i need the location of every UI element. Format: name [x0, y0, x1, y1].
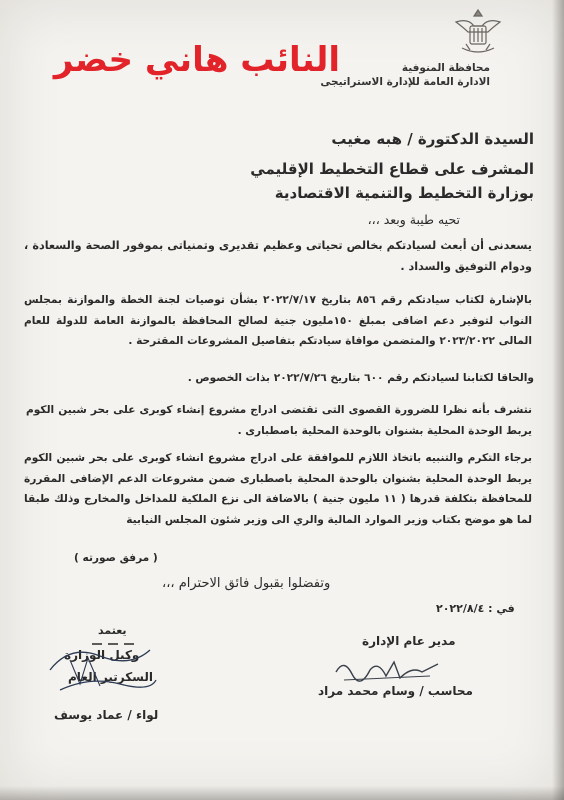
- deputy-title: وكيل الوزارة: [64, 648, 140, 662]
- eagle-emblem-icon: [448, 4, 508, 60]
- approval-paragraph: برجاء التكرم والتنبيه باتخاذ اللازم للموافقة على ادراج مشروع انشاء كوبرى على بحر شبين الكوم يربط الوحدة المحلية بشنوان بالوحدة المحلية باصطبارى ضمن مشروعات الدعم الإضافى المقررة للمحافظة بتكلفة قدرها ( ١١ مليون جنية ) بالاضافة الى نزع الملكية للمداخل والمخارج وذلك طبقا لما هو موضح بكتاب وزير الموارد المالية والري الى وزير شئون المجلس النيابية: [24, 452, 533, 526]
- request-paragraph: نتشرف بأنه نظرا للضرورة القصوى التى تقتضى ادراج مشروع إنشاء كوبرى على بحر شبين الكوم يربط الوحدة المحلية بشنوان بالوحدة المحلية باصطبارى .: [26, 404, 532, 437]
- recipient-role: المشرف على قطاع التخطيط الإقليمي: [250, 160, 534, 178]
- closing-line: وتفضلوا بقبول فائق الاحترام ،،،: [162, 576, 331, 591]
- approval-label: يعتمد: [98, 624, 127, 637]
- letter-date: في : ٢٠٢٢/٨/٤: [436, 602, 515, 615]
- general-signature-icon: [40, 640, 160, 700]
- attachment-note: ( مرفق صورته ): [74, 552, 158, 564]
- page-edge-shadow: [552, 0, 564, 800]
- headline-overlay: النائب هاني خضر: [53, 40, 341, 80]
- secgen-title: السكرتير العام: [68, 670, 154, 684]
- director-signature-icon: [330, 652, 450, 686]
- intro-paragraph: يسعدنى أن أبعث لسيادتكم بخالص تحياتى وعظيم تقديرى وتمنياتى بموفور الصحة والسعادة ، ودوام التوفيق والسداد .: [24, 239, 532, 273]
- recipient-name: السيدة الدكتورة / هبه مغيب: [331, 130, 534, 148]
- director-title: مدير عام الإدارة: [362, 634, 456, 648]
- greeting: تحيه طيبة وبعد ،،،: [367, 212, 460, 227]
- recipient-ministry: بوزارة التخطيط والتنمية الاقتصادية: [274, 184, 534, 202]
- governorate-name: محافظة المنوفية: [401, 62, 490, 74]
- director-name: محاسب / وسام محمد مراد: [318, 684, 473, 698]
- reference-paragraph: بالإشارة لكتاب سيادتكم رقم ٨٥٦ بتاريخ ٢٠٢٢/٧/١٧ بشأن توصيات لجنة الخطة والموازنة بمجلس النواب لتوفير دعم اضافى بمبلغ ١٥٠مليون جنية لصالح المحافظة بالموازنة العامة للدولة للعام المالى ٢٠٢٣/٢٠٢٢ والمتضمن موافاة سيادتكم بتفاصيل المشروعات المقترحة .: [24, 294, 532, 347]
- page-bottom-shadow: [0, 786, 564, 800]
- department-name: الادارة العامة للإدارة الاستراتيجى: [320, 76, 490, 88]
- followup-paragraph: والحاقا لكتابنا لسيادتكم رقم ٦٠٠ بتاريخ ٢٠٢٢/٧/٢٦ بذات الخصوص .: [187, 372, 534, 384]
- general-name: لواء / عماد يوسف: [54, 708, 159, 722]
